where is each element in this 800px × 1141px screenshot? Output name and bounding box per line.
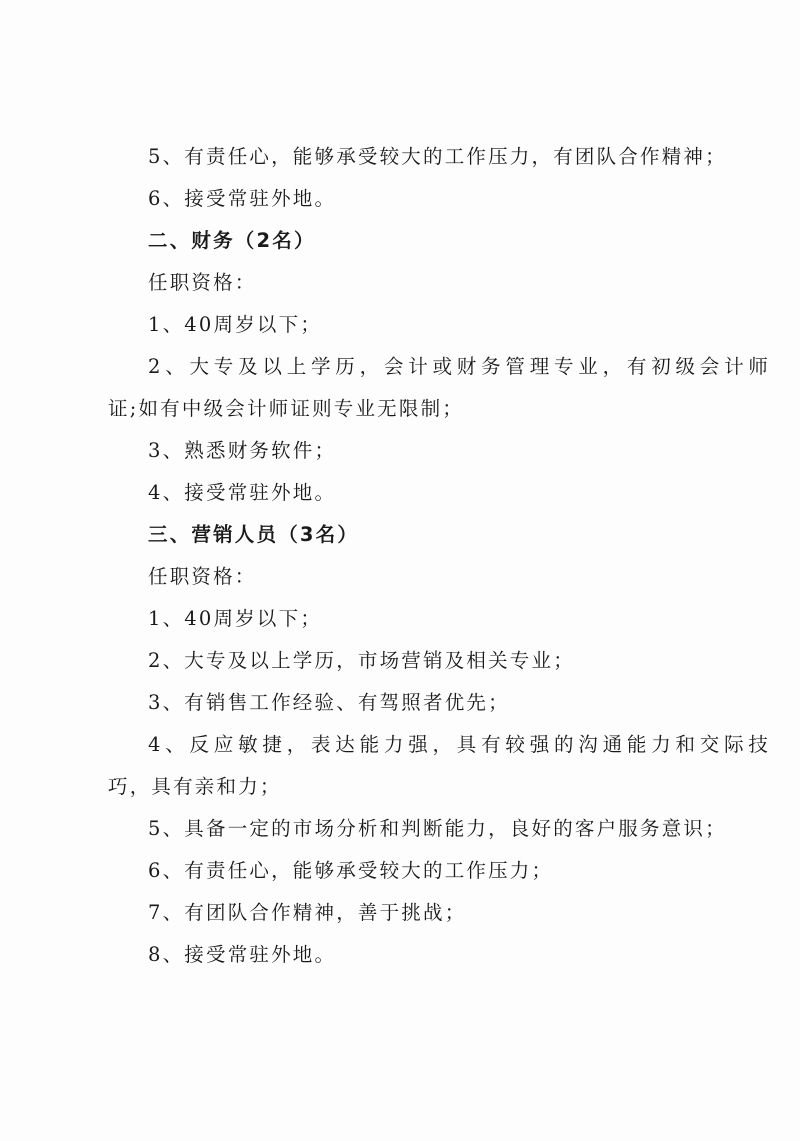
list-item: 6、接受常驻外地。 (148, 187, 337, 210)
list-item: 4、反应敏捷，表达能力强，具有较强的沟通能力和交际技 (148, 733, 773, 756)
list-item: 8、接受常驻外地。 (148, 943, 337, 966)
qualifications-label: 任职资格： (148, 271, 257, 294)
document-body (108, 136, 773, 976)
list-item: 1、40周岁以下； (148, 607, 323, 630)
list-item: 2、大专及以上学历，市场营销及相关专业； (148, 649, 575, 672)
qualifications-label: 任职资格： (148, 565, 257, 588)
section-heading-finance: 二、财务（2名） (148, 229, 316, 252)
list-item: 4、接受常驻外地。 (148, 481, 337, 504)
list-item: 7、有团队合作精神，善于挑战； (148, 901, 467, 924)
list-item-continuation: 巧，具有亲和力； (108, 775, 282, 798)
list-item: 5、有责任心，能够承受较大的工作压力，有团队合作精神； (148, 145, 727, 168)
list-item: 5、具备一定的市场分析和判断能力，良好的客户服务意识； (148, 817, 727, 840)
list-item: 6、有责任心，能够承受较大的工作压力； (148, 859, 554, 882)
list-item: 3、熟悉财务软件； (148, 439, 337, 462)
list-item: 1、40周岁以下； (148, 313, 323, 336)
section-heading-sales: 三、营销人员（3名） (148, 523, 360, 546)
list-item: 2、大专及以上学历，会计或财务管理专业，有初级会计师 (148, 355, 773, 378)
list-item: 3、有销售工作经验、有驾照者优先； (148, 691, 510, 714)
list-item-continuation: 证;如有中级会计师证则专业无限制； (108, 397, 464, 420)
